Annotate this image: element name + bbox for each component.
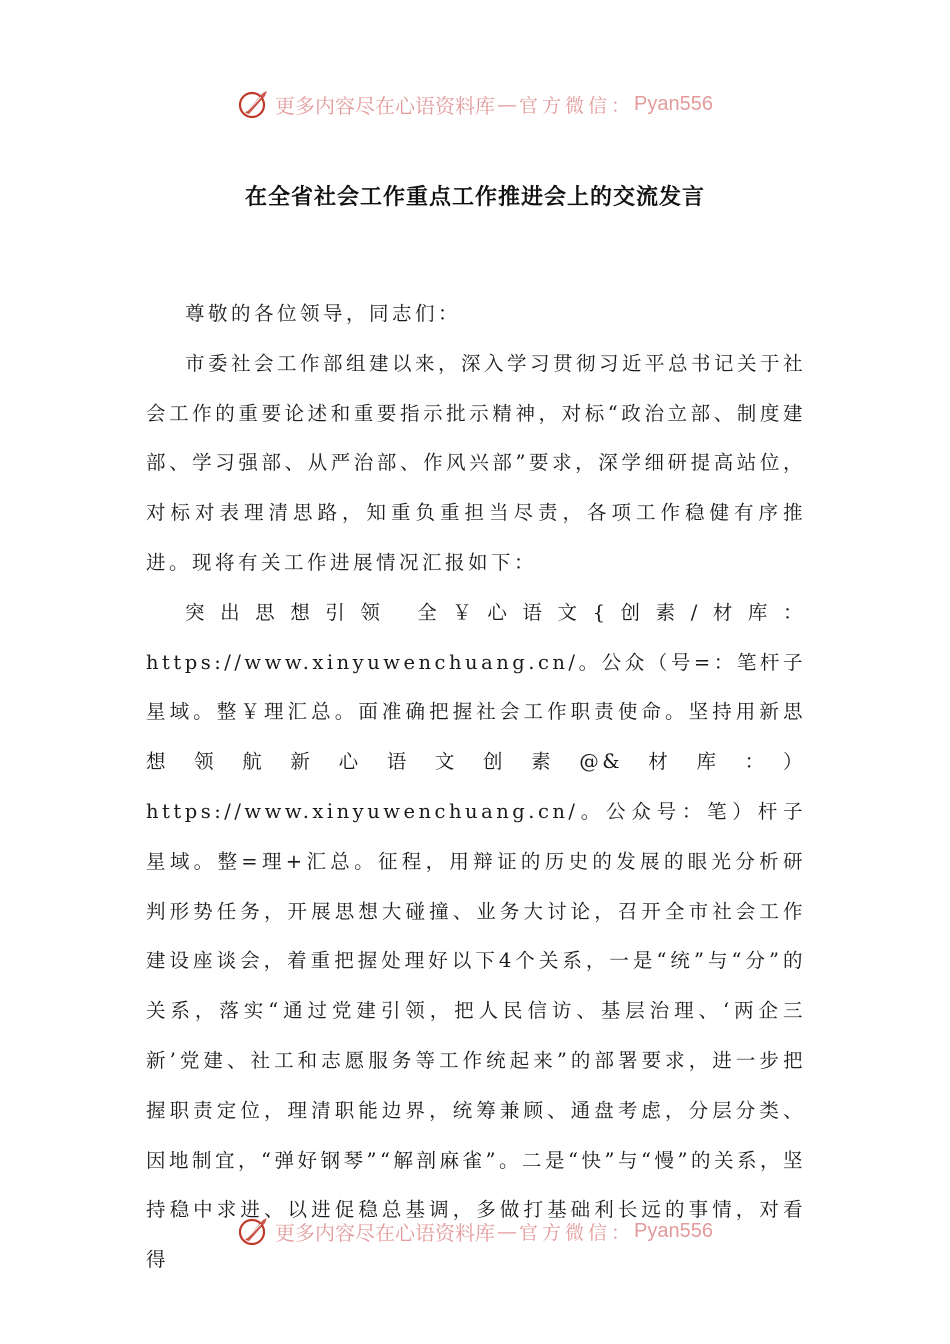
banner-wechat-id: Pyan556 [634, 92, 713, 115]
quill-logo-icon [237, 87, 271, 121]
document-body [146, 289, 806, 1285]
banner-official-label: 官方微信： [519, 1221, 635, 1244]
banner-dash: — [497, 1219, 517, 1243]
header-watermark-banner [0, 82, 950, 126]
banner-dash: — [497, 92, 517, 116]
document-title: 在全省社会工作重点工作推进会上的交流发言 [244, 185, 705, 210]
banner-main-text: 更多内容尽在心语资料库 [275, 1220, 495, 1245]
footer-watermark-banner [0, 1209, 950, 1253]
banner-official-label: 官方微信： [519, 94, 635, 117]
banner-wechat-id: Pyan556 [634, 1219, 713, 1242]
banner-main-text: 更多内容尽在心语资料库 [275, 93, 495, 118]
quill-logo-icon [237, 1214, 271, 1248]
body-paragraph-1: 市委社会工作部组建以来，深入学习贯彻习近平总书记关于社会工作的重要论述和重要指示批示精神，对标“政治立部、制度建部、学习强部、从严治部、作风兴部”要求，深学细研提高站位，对标对表理清思路，知重负重担当尽责，各项工作稳健有序推进。现将有关工作进展情况汇报如下： [146, 351, 807, 574]
greeting-paragraph: 尊敬的各位领导，同志们： [185, 302, 462, 325]
body-paragraph-2: 突出思想引领 全￥心语文{创素/材库：https://www.xinyuwenchuang.cn/。公众（号=：笔杆子星域。整￥理汇总。面准确把握社会工作职责使命。坚持用新思想领航新心语文创素@&材库：）https://www.xinyuwenchuang.cn/。公众号：笔）杆子星域。整=理+汇总。征程，用辩证的历史的发展的眼光分析研判形势任务，开展思想大碰撞、业务大讨论，召开全市社会工作建设座谈会，着重把握处理好以下4个关系，一是“统”与“分”的关系，落实“通过党建引领，把人民信访、基层治理、‘两企三新’党建、社工和志愿服务等工作统起来”的部署要求，进一步把握职责定位，理清职能边界，统筹兼顾、通盘考虑，分层分类、因地制宜，“弹好钢琴”“解剖麻雀”。二是“快”与“慢”的关系，坚持稳中求进、以进促稳总基调，多做打基础利长远的事情，对看得 [146, 600, 806, 1272]
